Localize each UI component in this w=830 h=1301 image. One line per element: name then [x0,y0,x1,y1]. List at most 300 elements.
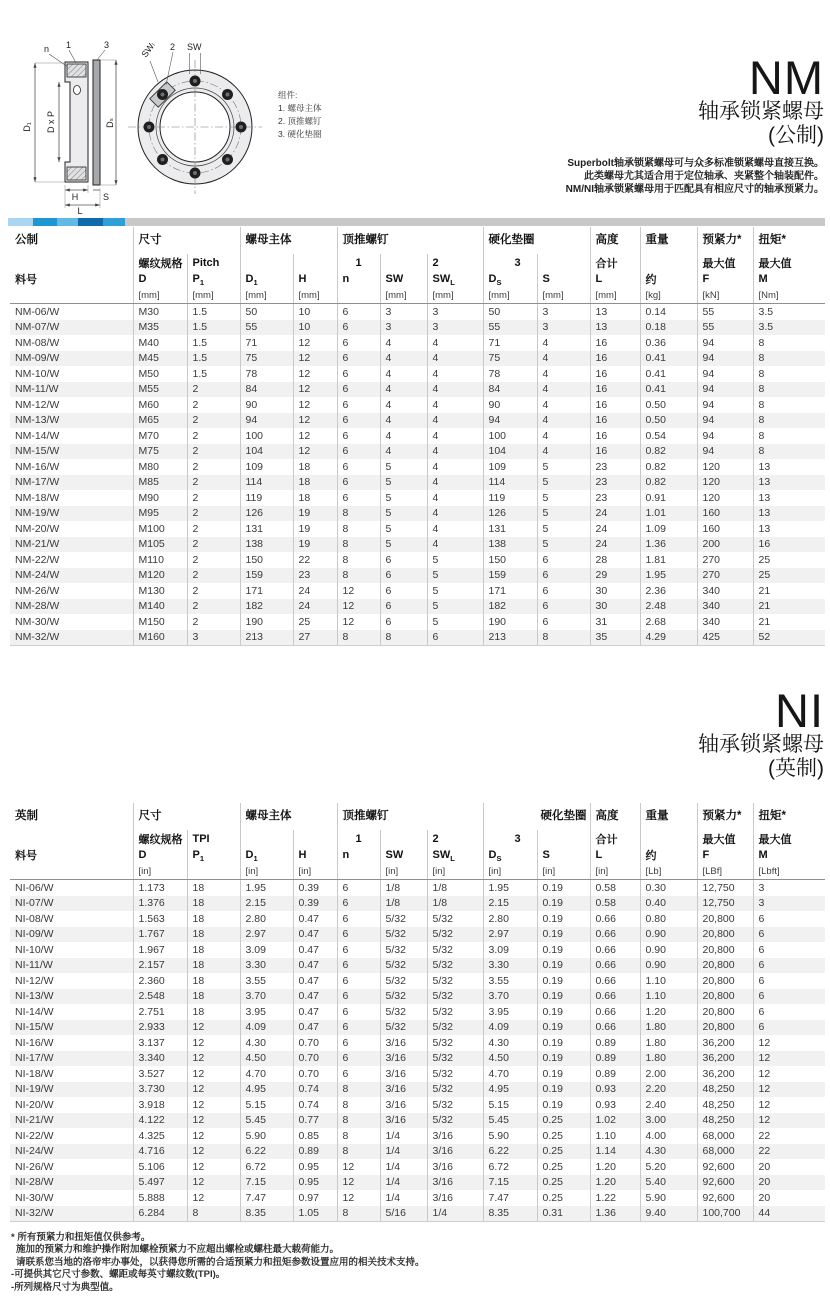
data-cell: 5/32 [380,973,427,989]
data-cell: 6 [753,927,825,943]
header-cell: $SW_L$ [427,271,483,287]
data-cell: 21 [753,614,825,630]
data-cell: 5 [380,490,427,506]
header-cell: [in] [240,863,293,880]
part-number-cell: NM-07/W [10,320,133,336]
data-cell: 4 [537,397,590,413]
series-title-ni: NI [775,684,824,737]
table-row [10,1175,825,1191]
data-cell: 16 [590,428,640,444]
group-header-jackbolts: 顶推螺钉 [337,227,483,254]
data-cell: 6 [537,614,590,630]
data-cell: 1/8 [380,896,427,912]
data-cell: 100,700 [697,1206,753,1222]
table-row [10,927,825,943]
data-cell: 13 [590,304,640,320]
data-cell: 12 [753,1097,825,1113]
data-cell: 5 [427,568,483,584]
data-cell: 4 [380,366,427,382]
data-cell: 120 [697,475,753,491]
data-cell: 3 [537,320,590,336]
part-number-cell: NM-12/W [15,398,60,411]
data-cell: 3/16 [380,1097,427,1113]
data-cell: 2.97 [483,927,537,943]
data-cell: 131 [483,521,537,537]
data-cell: M60 [133,397,187,413]
data-cell: 16 [590,335,640,351]
data-cell: 2.68 [640,614,697,630]
data-cell: M105 [133,537,187,553]
data-cell: 0.97 [293,1190,337,1206]
data-cell: 4 [380,397,427,413]
data-cell: 0.36 [640,335,697,351]
data-cell: 0.89 [590,1035,640,1051]
data-cell: 94 [697,444,753,460]
series-subtitle-ni: 轴承锁紧螺母 [698,733,824,756]
data-cell: 13 [753,506,825,522]
data-cell: 18 [187,1004,240,1020]
data-cell: 10 [293,304,337,320]
data-cell: 5 [427,614,483,630]
data-cell: 23 [590,490,640,506]
data-cell: 3/16 [380,1113,427,1129]
data-cell: 18 [187,989,240,1005]
data-cell: 0.25 [537,1175,590,1191]
data-cell: 0.70 [293,1051,337,1067]
part-number-cell: NM-30/W [15,615,60,628]
data-cell: 0.77 [293,1113,337,1129]
data-cell: 21 [753,583,825,599]
table-row [10,428,825,444]
data-cell: 1.563 [133,911,187,927]
header-cell: 合计 [590,830,640,847]
data-cell: 12 [293,351,337,367]
table-row [10,444,825,460]
data-cell: 3/16 [380,1051,427,1067]
data-cell: 138 [483,537,537,553]
table-corner-label: 公制 [15,234,38,246]
data-cell: 0.66 [590,1020,640,1036]
data-cell: 1.5 [187,351,240,367]
footnote-line: 请联系您当地的洛帝牢办事处，以获得您所需的合适预紧力和扭矩参数设置应用的相关技术支持。 [16,1256,425,1268]
header-cell: Pitch [187,254,240,271]
data-cell: 52 [753,630,825,646]
data-cell: 3.137 [133,1035,187,1051]
header-cell: $P_1$ [187,847,240,863]
data-cell: 5/32 [427,1020,483,1036]
data-cell: 1.10 [640,973,697,989]
data-cell: 159 [483,568,537,584]
data-cell: 2.80 [240,911,293,927]
data-cell: 2.933 [133,1020,187,1036]
data-cell: 6 [337,366,380,382]
data-cell: 16 [590,351,640,367]
header-cell: TPI [187,830,240,847]
data-cell: 8 [753,444,825,460]
data-cell: 6 [753,1020,825,1036]
data-cell: 4 [537,382,590,398]
data-cell: 75 [483,351,537,367]
data-cell: 0.90 [640,942,697,958]
part-number-cell: NM-11/W [10,382,133,398]
data-cell: 8 [337,1206,380,1222]
data-cell: 2 [187,599,240,615]
data-cell: 270 [697,568,753,584]
data-cell: 1.80 [640,1035,697,1051]
part-number-cell: NM-24/W [10,568,133,584]
data-cell: 0.19 [537,880,590,896]
data-cell: 6 [337,958,380,974]
header-cell [187,863,240,880]
data-cell: 20,800 [697,973,753,989]
data-cell: 3/16 [427,1190,483,1206]
data-cell: 6 [380,614,427,630]
data-cell: 1.173 [133,880,187,896]
data-cell: 12 [753,1051,825,1067]
data-cell: 18 [293,490,337,506]
part-number-cell: NI-13/W [10,989,133,1005]
data-cell: 8 [753,428,825,444]
jackbolt-section-bottom [67,167,86,180]
data-cell: 150 [240,552,293,568]
table-body [10,880,825,1222]
data-cell: 6 [337,475,380,491]
data-cell: 340 [697,614,753,630]
part-number-cell: NI-18/W [15,1067,54,1080]
data-cell: 5 [537,490,590,506]
data-cell: 8 [537,630,590,646]
data-cell: 190 [483,614,537,630]
table-row [10,614,825,630]
part-number-cell: NM-17/W [10,475,133,491]
data-cell: 18 [187,942,240,958]
data-cell: 114 [483,475,537,491]
data-cell: 6 [337,1051,380,1067]
part-number-cell: NM-18/W [15,491,60,504]
data-cell: 0.50 [640,413,697,429]
data-cell: 3 [753,896,825,912]
data-cell: 0.47 [293,1004,337,1020]
data-cell: 4.95 [240,1082,293,1098]
data-cell: 2 [187,568,240,584]
data-cell: 0.95 [293,1175,337,1191]
data-cell: 18 [293,475,337,491]
data-cell: 55 [483,320,537,336]
data-cell: 1.20 [590,1159,640,1175]
data-cell: 24 [590,537,640,553]
data-cell: 2 [187,413,240,429]
data-cell: 8 [753,351,825,367]
data-cell: 35 [590,630,640,646]
group-header-preload: 预紧力* [697,227,753,254]
data-cell: 6 [537,568,590,584]
data-cell: 25 [753,568,825,584]
data-cell: 5/32 [427,1066,483,1082]
data-cell: 1.05 [293,1206,337,1222]
data-cell: 0.25 [537,1113,590,1129]
header-cell: [kg] [640,287,697,304]
data-cell: 8 [337,521,380,537]
data-cell: 0.19 [537,927,590,943]
header-row [10,863,825,880]
data-cell: 1.36 [640,537,697,553]
data-cell: 2.15 [483,896,537,912]
data-cell: 5 [380,537,427,553]
data-cell: 12 [337,1175,380,1191]
accent-bar-segment [78,218,103,226]
data-cell: 13 [753,490,825,506]
part-number-cell: NI-10/W [15,943,54,956]
data-cell: 1.5 [187,366,240,382]
data-cell: 12,750 [697,880,753,896]
data-cell: 6 [337,942,380,958]
data-cell: 8.35 [240,1206,293,1222]
header-cell: [mm] [187,287,240,304]
header-cell: SW [380,271,427,287]
data-cell: 21 [753,599,825,615]
data-cell: 19 [293,521,337,537]
header-cell: [in] [293,863,337,880]
table-row [10,989,825,1005]
header-cell: SW [380,847,427,863]
data-cell: 5/32 [427,989,483,1005]
data-cell: 200 [697,537,753,553]
data-cell: 5/32 [427,911,483,927]
callout-3: 3 [104,40,110,50]
data-cell: 36,200 [697,1035,753,1051]
data-cell: 0.25 [537,1190,590,1206]
data-cell: 160 [697,521,753,537]
data-cell: 24 [590,506,640,522]
data-cell: 5/32 [427,1082,483,1098]
data-cell: 90 [483,397,537,413]
data-cell: 94 [697,335,753,351]
data-cell: 4 [427,428,483,444]
table-row [10,630,825,646]
data-cell: 12 [337,583,380,599]
data-cell: 5.106 [133,1159,187,1175]
data-cell: 12 [187,1175,240,1191]
part-number-cell: NM-14/W [15,429,60,442]
data-cell: 2.751 [133,1004,187,1020]
table-corner-label: 英制 [15,810,38,822]
header-cell: D [133,271,187,287]
data-cell: 4 [380,335,427,351]
data-cell: 8 [380,630,427,646]
data-cell: 4 [380,428,427,444]
table-row [10,568,825,584]
table-row [10,958,825,974]
header-cell: [in] [427,863,483,880]
data-cell: 0.58 [590,880,640,896]
table-row [10,911,825,927]
data-cell: 4.70 [483,1066,537,1082]
data-cell: 182 [483,599,537,615]
data-cell: 68,000 [697,1144,753,1160]
data-cell: 28 [590,552,640,568]
data-cell: 1/8 [427,896,483,912]
data-cell: 4 [537,428,590,444]
header-cell: [Lb] [640,863,697,880]
part-number-cell: NM-19/W [10,506,133,522]
data-cell: 0.89 [590,1051,640,1067]
data-cell: 48,250 [697,1113,753,1129]
data-cell: 2.48 [640,599,697,615]
data-cell: 5/32 [380,927,427,943]
table-row [10,490,825,506]
dim-label-l: L [77,206,83,215]
data-cell: 114 [240,475,293,491]
part-number-cell: NM-28/W [10,599,133,615]
data-cell: 27 [293,630,337,646]
data-cell: 0.66 [590,911,640,927]
header-cell [380,830,427,847]
header-cell: D [133,847,187,863]
data-cell: 12 [293,444,337,460]
data-cell: M100 [133,521,187,537]
data-cell: 84 [240,382,293,398]
data-cell: 3.5 [753,320,825,336]
data-cell: 12 [337,1159,380,1175]
data-cell: 2.548 [133,989,187,1005]
header-cell [337,287,380,304]
data-cell: 1.95 [240,880,293,896]
data-cell: 12 [753,1113,825,1129]
data-cell: 4.30 [483,1035,537,1051]
data-cell: 0.74 [293,1097,337,1113]
header-cell: [in] [133,863,187,880]
header-cell [537,830,590,847]
group-header-preload: 预紧力* [697,803,753,830]
table-row [10,896,825,912]
data-cell: M150 [133,614,187,630]
data-cell: 6 [753,1004,825,1020]
data-cell: 5.497 [133,1175,187,1191]
data-cell: 84 [483,382,537,398]
data-cell: 29 [590,568,640,584]
data-cell: 18 [187,896,240,912]
data-cell: 4 [427,506,483,522]
group-header-height: 高度 [590,803,640,830]
data-cell: 12 [753,1035,825,1051]
header-cell: 约 [640,271,697,287]
header-cell: 合计 [590,254,640,271]
data-cell: 12 [293,428,337,444]
data-cell: 109 [240,459,293,475]
data-cell: 3/16 [380,1035,427,1051]
data-cell: 2 [187,459,240,475]
header-cell: H [293,271,337,287]
data-cell: 5/32 [427,927,483,943]
data-cell: 5 [537,506,590,522]
data-cell: 0.47 [293,911,337,927]
data-cell: 6 [337,1035,380,1051]
data-cell: 0.19 [537,973,590,989]
data-cell: 6 [337,428,380,444]
data-cell: 0.70 [293,1066,337,1082]
data-cell: 55 [697,320,753,336]
data-cell: 4 [380,382,427,398]
data-cell: M85 [133,475,187,491]
data-cell: 12 [187,1082,240,1098]
dim-label-ds: Dₛ [105,118,115,128]
data-cell: 4 [537,335,590,351]
data-cell: 1.767 [133,927,187,943]
data-cell: 2.80 [483,911,537,927]
data-cell: 4.30 [240,1035,293,1051]
table-row [10,1082,825,1098]
data-cell: 6.284 [133,1206,187,1222]
header-cell: [mm] [133,287,187,304]
data-cell: 270 [697,552,753,568]
data-cell: 5/32 [380,1020,427,1036]
data-cell: 22 [753,1128,825,1144]
data-cell: 20,800 [697,989,753,1005]
data-cell: 3/16 [427,1175,483,1191]
data-cell: 6 [337,1004,380,1020]
callout-2: 2 [170,42,176,52]
data-cell: 2 [187,583,240,599]
footnotes [11,1232,425,1294]
washer-section [93,60,100,185]
data-cell: 5.888 [133,1190,187,1206]
data-cell: 6 [337,1066,380,1082]
data-cell: 1.81 [640,552,697,568]
data-cell: 1.5 [187,304,240,320]
data-cell: 3 [427,304,483,320]
data-cell: 20,800 [697,942,753,958]
data-cell: 78 [240,366,293,382]
legend-title: 组件: [278,90,298,100]
data-cell: 2 [187,614,240,630]
header-cell: n [337,271,380,287]
data-cell: 2.20 [640,1082,697,1098]
data-cell: 2.15 [240,896,293,912]
data-cell: M65 [133,413,187,429]
data-cell: 1.10 [640,989,697,1005]
table-row [10,1097,825,1113]
data-cell: 0.80 [640,911,697,927]
data-cell: 131 [240,521,293,537]
data-cell: 0.89 [293,1144,337,1160]
group-header-body: 螺母主体 [240,803,337,830]
table-row [10,366,825,382]
header-cell: 3 [483,830,537,847]
data-cell: 5 [380,506,427,522]
data-cell: 19 [293,506,337,522]
data-cell: 104 [240,444,293,460]
header-cell: $D_1$ [240,847,293,863]
data-cell: 2 [187,521,240,537]
data-cell: 1.376 [133,896,187,912]
table-row [10,973,825,989]
data-cell: 18 [293,459,337,475]
header-cell: 料号 [15,850,37,862]
header-cell: F [697,271,753,287]
data-cell: 0.66 [590,958,640,974]
data-cell: 0.66 [590,973,640,989]
data-cell: 16 [590,444,640,460]
data-cell: 0.82 [640,475,697,491]
group-header-height: 高度 [590,227,640,254]
table-row [10,335,825,351]
data-cell: 20,800 [697,927,753,943]
data-cell: 20 [753,1175,825,1191]
data-cell: 8 [337,1128,380,1144]
data-cell: 48,250 [697,1082,753,1098]
data-cell: 18 [187,973,240,989]
data-cell: 5/32 [427,942,483,958]
